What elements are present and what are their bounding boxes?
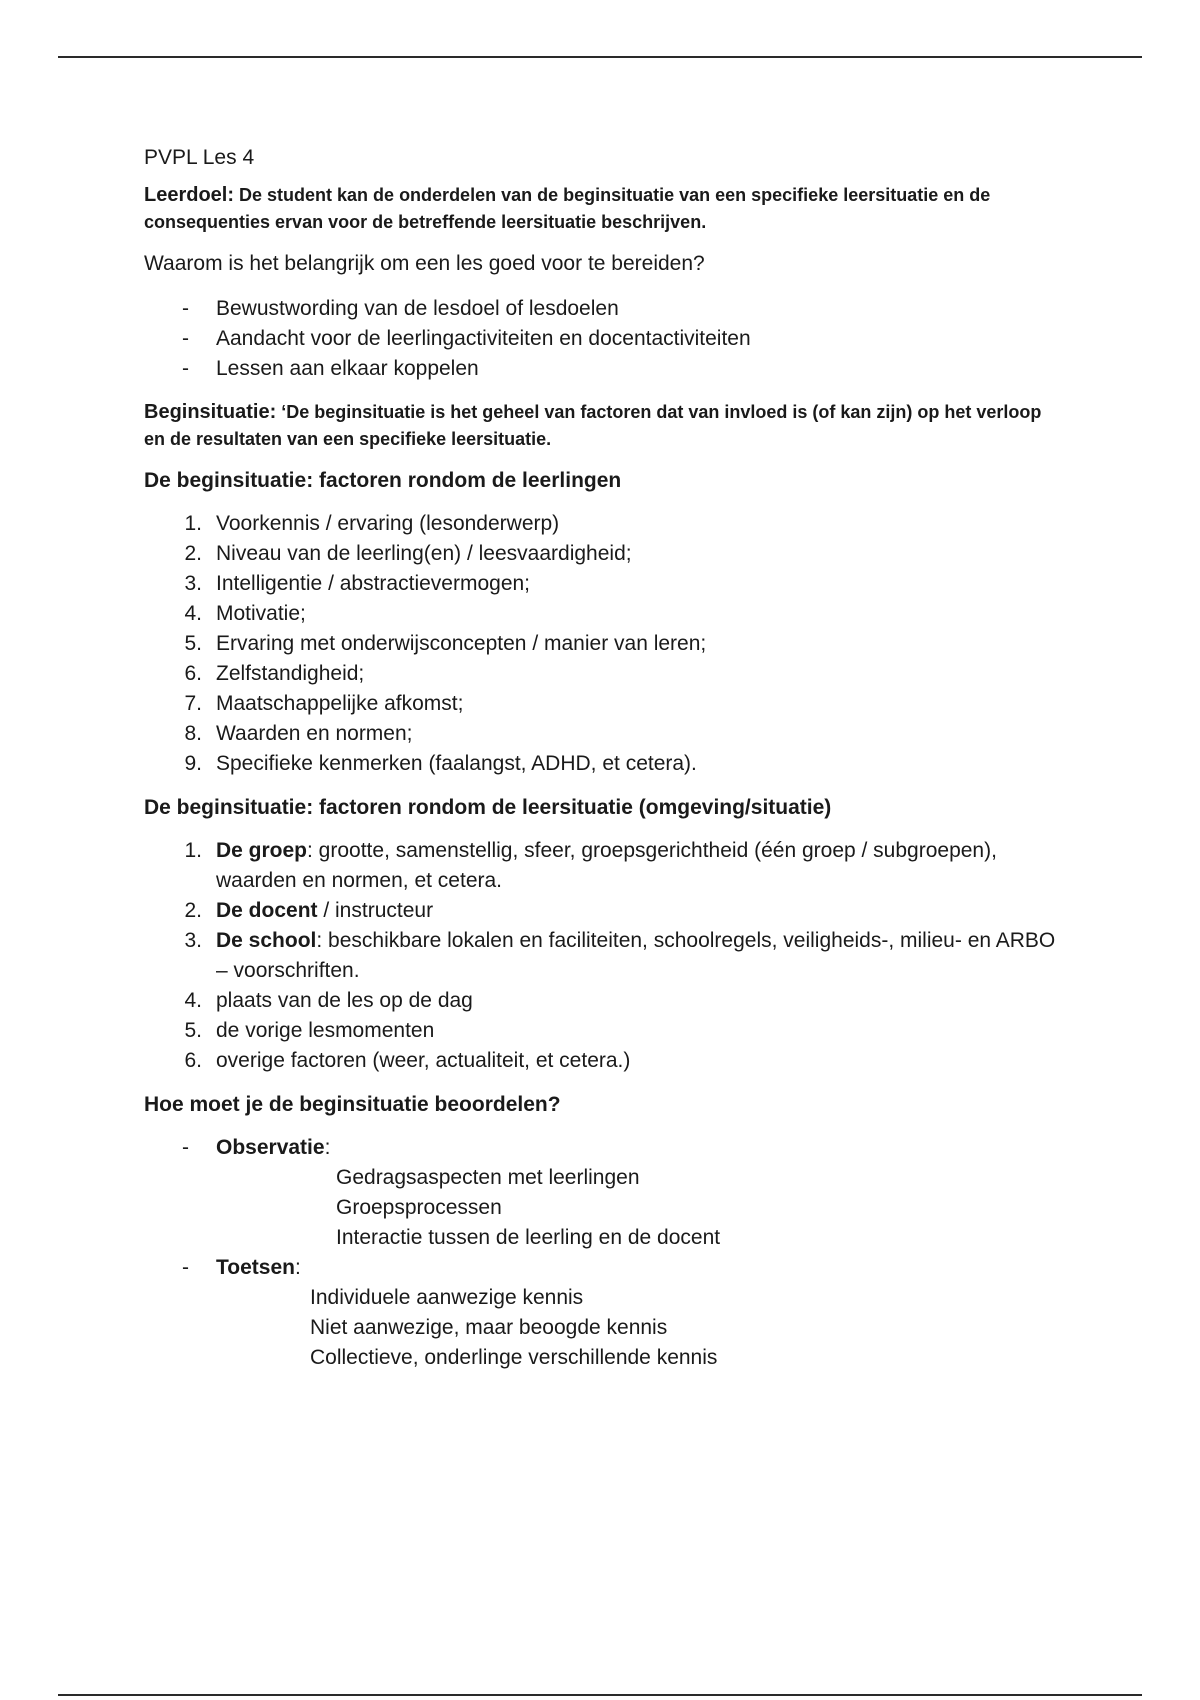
list-item: 7. Maatschappelijke afkomst;: [184, 692, 464, 715]
leerdoel-label: Leerdoel:: [144, 184, 235, 206]
list-item: 5. de vorige lesmomenten: [184, 1019, 435, 1042]
list-item: 4. plaats van de les op de dag: [184, 989, 473, 1012]
heading-leersituatie: De beginsituatie: factoren rondom de leersituatie (omgeving/situatie): [144, 796, 832, 819]
heading-beoordelen: Hoe moet je de beginsituatie beoordelen?: [144, 1093, 561, 1116]
leerdoel-text: De student kan de onderdelen van de beginsituatie van een specifieke leersituatie en de consequenties ervan voor de betreffende leersituatie beschrijven.: [144, 185, 991, 232]
leerlingen-factors-list: [144, 509, 1064, 779]
list-item: - Aandacht voor de leerlingactiviteiten en docentactiviteiten: [144, 324, 1064, 354]
heading-leerlingen: De beginsituatie: factoren rondom de leerlingen: [144, 469, 622, 492]
list-item: - Bewustwording van de lesdoel of lesdoelen: [144, 294, 1064, 324]
list-item: 2. Niveau van de leerling(en) / leesvaardigheid;: [184, 542, 632, 565]
list-item: 3. De school: beschikbare lokalen en faciliteiten, schoolregels, veiligheids-, milieu- en ARBO – voorschriften.: [184, 929, 1056, 982]
list-item: 8. Waarden en normen;: [184, 722, 413, 745]
sub-item: Individuele aanwezige kennis: [310, 1286, 584, 1309]
leersituatie-factors-list: [144, 836, 1064, 1076]
list-item: 6. Zelfstandigheid;: [184, 662, 365, 685]
sub-item: Collectieve, onderlinge verschillende kennis: [310, 1346, 718, 1369]
beginsituatie-label: Beginsituatie:: [144, 401, 277, 423]
list-item: 2. De docent / instructeur: [184, 899, 434, 922]
preparation-question: Waarom is het belangrijk om een les goed voor te bereiden?: [144, 252, 705, 275]
dash-marker: -: [182, 1136, 189, 1159]
list-item: 1. De groep: grootte, samenstellig, sfeer, groepsgerichtheid (één groep / subgroepen), waarden en normen, et cetera.: [184, 839, 997, 892]
list-item-toetsen: - Toetsen: Individuele aanwezige kennis Niet aanwezige, maar beoogde kennis Collectieve, onderlinge verschillende kennis: [144, 1253, 1064, 1373]
toetsen-sublist: [216, 1283, 1064, 1373]
sub-item: Gedragsaspecten met leerlingen: [336, 1166, 640, 1189]
dash-marker: -: [182, 327, 189, 350]
header-rule: [58, 56, 1142, 58]
dash-marker: -: [182, 297, 189, 320]
list-item: 1. Voorkennis / ervaring (lesonderwerp): [184, 512, 560, 535]
reasons-list: [144, 294, 1064, 384]
footer-rule: [58, 1694, 1142, 1696]
list-item-observatie: - Observatie: Gedragsaspecten met leerlingen Groepsprocessen Interactie tussen de leerling en de docent: [144, 1133, 1064, 1253]
dash-marker: -: [182, 1256, 189, 1279]
list-item: - Lessen aan elkaar koppelen: [144, 354, 1064, 384]
beoordelen-list: [144, 1133, 1064, 1373]
document-title: PVPL Les 4: [144, 146, 255, 169]
observatie-sublist: [216, 1163, 1064, 1253]
sub-item: Interactie tussen de leerling en de docent: [336, 1226, 721, 1249]
dash-marker: -: [182, 357, 189, 380]
sub-item: Niet aanwezige, maar beoogde kennis: [310, 1316, 668, 1339]
list-item: 9. Specifieke kenmerken (faalangst, ADHD, et cetera).: [184, 752, 697, 775]
list-item: 6. overige factoren (weer, actualiteit, et cetera.): [184, 1049, 631, 1072]
list-item: 4. Motivatie;: [184, 602, 306, 625]
list-item: 5. Ervaring met onderwijsconcepten / manier van leren;: [184, 632, 707, 655]
beginsituatie-definition: [144, 399, 1064, 453]
list-item: 3. Intelligentie / abstractievermogen;: [184, 572, 531, 595]
document-body: [144, 144, 1064, 1388]
leerdoel-paragraph: [144, 182, 1064, 236]
beginsituatie-text: ‘De beginsituatie is het geheel van factoren dat van invloed is (of kan zijn) op het verloop en de resultaten van een specifieke leersituatie.: [144, 402, 1042, 449]
sub-item: Groepsprocessen: [336, 1196, 502, 1219]
